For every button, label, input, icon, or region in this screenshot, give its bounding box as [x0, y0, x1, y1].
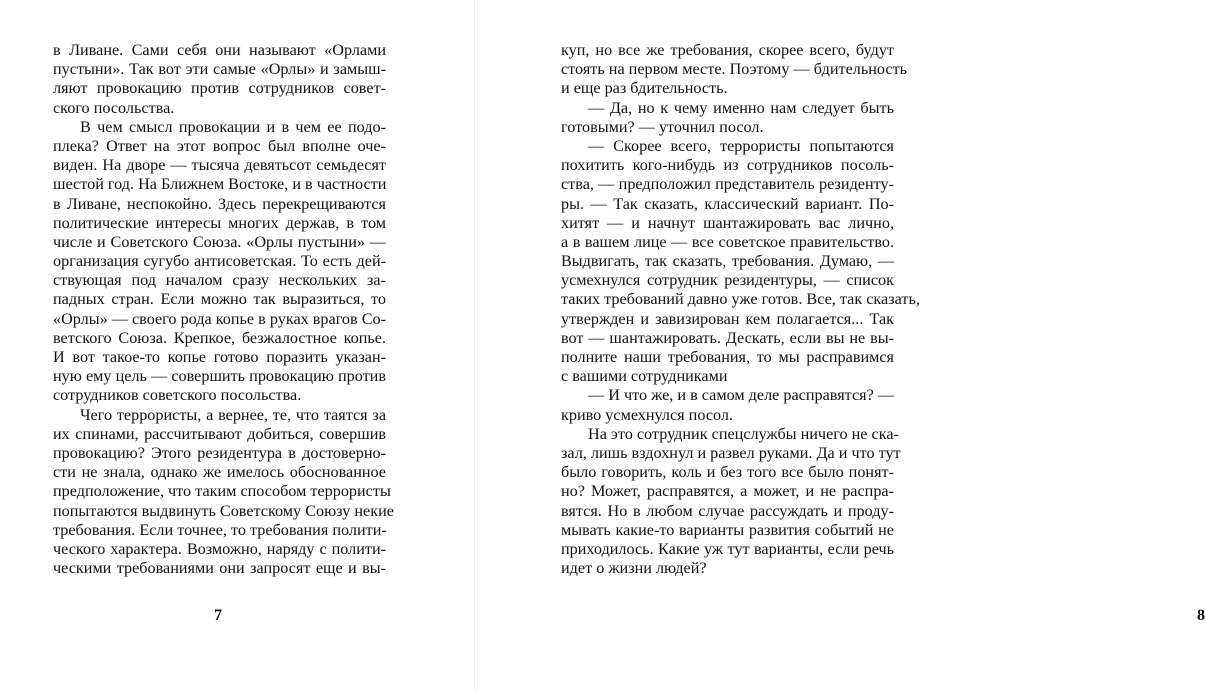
text-line: сти не знала, однако же имелось обоснованное — [53, 463, 386, 482]
text-line: в Ливане, неспокойно. Здесь перекрещиваются — [53, 194, 386, 213]
text-line: Выдвигать, так сказать, требования. Думаю, — — [561, 252, 894, 271]
text-line: приходилось. Какие уж тут варианты, если речь — [561, 539, 894, 558]
text-line: хитят — и начнут шантажировать вас лично, — [561, 213, 894, 232]
text-line: криво усмехнулся посол. — [561, 405, 734, 424]
text-line: ветского Союза. Крепкое, безжалостное копье. — [53, 328, 386, 347]
text-line: провокацию? Этого резидентура в достоверно- — [53, 443, 386, 462]
text-line: ства, — предположил представитель резиденту- — [561, 175, 894, 194]
text-line: сотрудников советского посольства. — [53, 386, 302, 405]
text-line: предположение, что таким способом террористы — [53, 482, 391, 501]
right-page-number: 8 — [1197, 607, 1205, 624]
text-line: ческими требованиями они запросят еще и вы- — [53, 559, 386, 578]
text-line: организация сугубо антисоветская. То есть дей- — [53, 252, 386, 271]
text-line: с вашими сотрудниками — [561, 367, 728, 386]
text-line: зал, лишь вздохнул и развел руками. Да и что тут — [561, 443, 901, 462]
text-line: вятся. Но в любом случае рассуждать и проду- — [561, 501, 894, 520]
text-line: куп, но все же требования, скорее всего, будут — [561, 41, 894, 59]
text-line: попытаются выдвинуть Советскому Союзу некие — [53, 501, 394, 520]
text-line: похитить кого-нибудь из сотрудников посоль- — [561, 156, 894, 175]
text-line: — Да, но к чему именно нам следует быть — [588, 98, 894, 117]
text-line: И вот такое-то копье готово поразить указан- — [53, 348, 386, 366]
text-line: стоять на первом месте. Поэтому — бдительность — [561, 60, 908, 79]
text-line: полните наши требования, то мы расправимся — [561, 348, 894, 366]
text-line: а в вашем лице — все советское правительство. — [561, 232, 894, 251]
text-line: ского посольства. — [53, 98, 175, 117]
right-page-text — [561, 41, 920, 578]
right-page — [475, 0, 1205, 692]
text-line: утвержден и завизирован кем полагается... Так — [561, 309, 894, 328]
text-line: падных стран. Если можно так выразиться, то — [53, 290, 386, 309]
left-page — [0, 0, 475, 692]
text-line: требования. Если точнее, то требования полити- — [53, 520, 387, 539]
text-line: было говорить, коль и без того все было понят- — [561, 463, 894, 482]
text-line: пустыни». Так вот эти самые «Орлы» и замыш- — [53, 60, 386, 79]
text-line: политические интересы многих держав, в том — [53, 213, 386, 232]
left-page-text — [53, 41, 394, 578]
left-page-number: 7 — [214, 607, 222, 624]
text-line: виден. На дворе — тысяча девятьсот семьдесят — [53, 156, 386, 175]
text-line: в Ливане. Сами себя они называют «Орлами — [53, 41, 386, 59]
text-line: ную ему цель — совершить провокацию против — [53, 367, 386, 386]
text-line: усмехнулся сотрудник резидентуры, — список — [561, 271, 894, 290]
text-line: идет о жизни людей? — [561, 559, 707, 578]
text-line: Чего террористы, а вернее, те, что таятся за — [80, 405, 386, 424]
text-line: мывать какие-то варианты развития событий не — [561, 520, 894, 539]
text-line: но? Может, расправятся, а может, и не распра- — [561, 482, 894, 501]
text-line: ческого характера. Возможно, наряду с полити- — [53, 539, 386, 558]
text-line: ствующая под началом сразу нескольких за- — [53, 271, 386, 290]
text-line: «Орлы» — своего рода копье в руках врагов Со- — [53, 309, 386, 328]
text-line: таких требований давно уже готов. Все, так сказать, — [561, 290, 920, 309]
text-line: их спинами, рассчитывают добиться, совершив — [53, 424, 386, 443]
text-line: вот — шантажировать. Дескать, если вы не вы- — [561, 328, 894, 347]
text-line: ры. — Так сказать, классический вариант. По- — [561, 194, 894, 213]
text-line: и еще раз бдительность. — [561, 79, 728, 98]
text-line: В чем смысл провокации и в чем ее подо- — [80, 117, 386, 136]
text-line: числе и Советского Союза. «Орлы пустыни» — — [53, 232, 386, 251]
text-line: шестой год. На Ближнем Востоке, и в частности — [53, 175, 387, 194]
text-line: — И что же, и в самом деле расправятся? — — [588, 386, 894, 405]
text-line: готовыми? — уточнил посол. — [561, 117, 764, 136]
text-line: — Скорее всего, террористы попытаются — [588, 136, 894, 155]
text-line: плека? Ответ на этот вопрос был вполне оче- — [53, 136, 386, 155]
text-line: На это сотрудник спецслужбы ничего не ска- — [588, 424, 899, 443]
text-line: ляют провокацию против сотрудников совет- — [53, 79, 386, 98]
